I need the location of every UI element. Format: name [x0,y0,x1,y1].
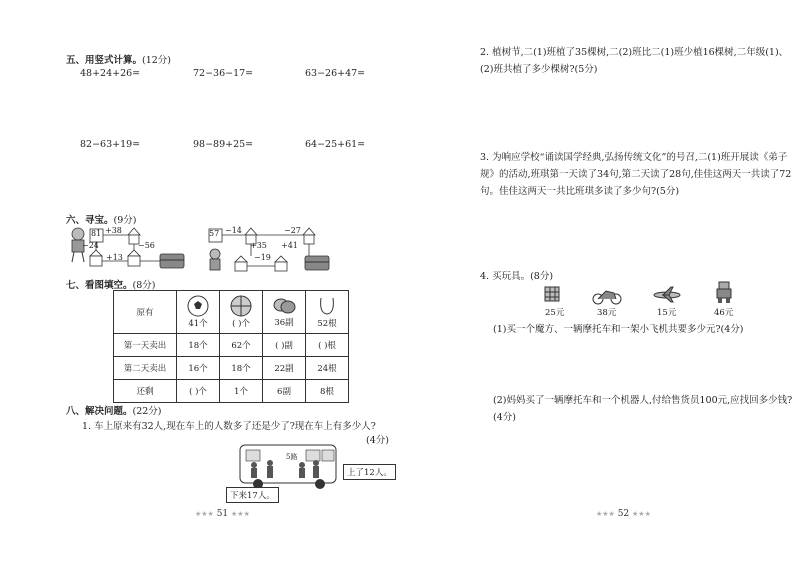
price-robot: 46元 [714,308,734,318]
table-row: 第一天卖出 18个 62个 ( )副 ( )根 [114,334,349,357]
puzzle2-op-4: +41 [281,241,298,250]
puzzle1-op-3: −56 [138,241,155,250]
star-decoration-icon: ★★★ [632,510,651,518]
puzzle2-op-3: +35 [250,241,267,250]
sales-table [113,290,349,403]
football-icon [187,295,209,317]
item-count-paddles: 36副 [274,318,294,328]
treasure-puzzle-1 [68,222,188,278]
question-2: 2. 植树节,二(1)班植了35棵树,二(2)班比二(1)班少植16棵树,二年级(1)、(2)班共植了多少棵树?(5分) [480,47,789,75]
puzzle2-op-2: −27 [284,226,301,235]
table-row: 还剩 ( )个 1个 6副 8根 [114,380,349,403]
star-decoration-icon: ★★★ [596,510,615,518]
section-7-score: (8分) [132,280,156,291]
price-cube: 25元 [545,308,565,318]
bus-route-label: 5路 [286,453,298,461]
callout-up: 上了12人。 [343,464,396,480]
callout-down: 下来17人。 [226,487,279,503]
question-4-part-1: (1)买一个魔方、一辆摩托车和一架小飞机共要多少元?(4分) [493,324,744,335]
treasure-chest-icon [305,256,329,270]
page-number-left: ★★★ 51 ★★★ [195,509,250,519]
question-1-score: (4分) [366,435,389,446]
item-count-ball: 41个 [188,319,208,329]
star-decoration-icon: ★★★ [231,510,250,518]
calc-1: 48+24+26= [80,68,141,79]
section-7-title: 七、看图填空。 [66,280,133,291]
section-5-score: (12分) [142,55,172,66]
page-number-right: ★★★ 52 ★★★ [596,509,651,519]
question-1: 1. 车上原来有32人,现在车上的人数多了还是少了?现在车上有多少人? [82,421,376,432]
section-5-title: 五、用竖式计算。 [66,55,143,66]
puzzle2-start: 57 [209,229,220,238]
robot-icon [713,280,735,304]
motorcycle-icon [592,285,622,305]
calc-3: 63−26+47= [305,68,366,79]
section-6-title: 六、寻宝。 [66,215,114,226]
section-8-title: 八、解决问题。 [66,406,133,417]
item-count-basketball: ( )个 [232,319,250,329]
bus-illustration [232,443,344,491]
question-4-title: 4. 买玩具。(8分) [480,271,554,282]
table-row: 第二天卖出 16个 18个 22副 24根 [114,357,349,380]
ping-pong-paddles-icon [272,296,296,316]
basketball-icon [230,295,252,317]
puzzle2-op-1: −14 [225,226,242,235]
question-3: 3. 为响应学校“诵读国学经典,弘扬传统文化”的号召,二(1)班开展读《弟子规》的活动,班琪第一天读了34句,第二天读了28句,佳佳这两天一共读了72句。佳佳这两天一共比班琪多读了多少句?(5分) [480,152,792,197]
jump-rope-icon [317,295,337,317]
section-6-score: (9分) [113,215,137,226]
section-8-heading [66,403,162,417]
table-head: 原有 [114,291,177,334]
price-motorcycle: 38元 [597,308,617,318]
treasure-chest-icon [160,254,184,268]
puzzle1-op-2: −24 [82,241,99,250]
star-decoration-icon: ★★★ [195,510,214,518]
section-7-heading [66,277,155,291]
calc-2: 72−36−17= [193,68,254,79]
puzzle1-op-1: +38 [105,226,122,235]
calc-4: 82−63+19= [80,139,141,150]
puzzle1-op-4: +13 [106,253,123,262]
price-airplane: 15元 [657,308,677,318]
section-8-score: (22分) [132,406,162,417]
section-5-heading [66,52,171,66]
puzzle2-op-5: −19 [254,253,271,262]
item-count-rope: 52根 [317,319,337,329]
rubiks-cube-icon [543,283,563,303]
pirate-icon [210,249,220,270]
puzzle1-start: 81 [91,229,102,238]
calc-5: 98−89+25= [193,139,254,150]
calc-6: 64−25+61= [305,139,366,150]
airplane-icon [651,285,683,303]
question-4-part-2: (2)妈妈买了一辆摩托车和一个机器人,付给售货员100元,应找回多少钱?(4分) [493,395,793,423]
